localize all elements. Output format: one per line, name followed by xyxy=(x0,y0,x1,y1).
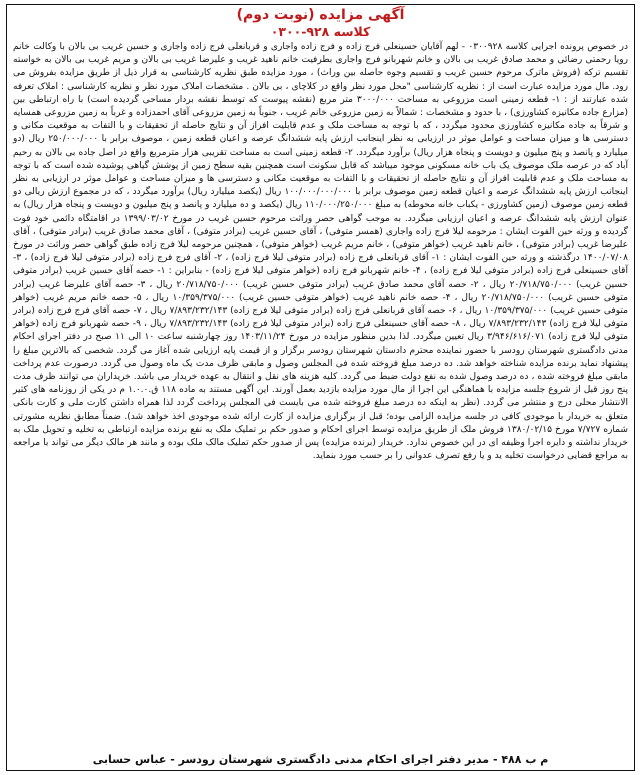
notice-body-text: در خصوص پرونده اجرایی کلاسه ۰۳۰۰۹۲۸ - لهم آقایان حسینعلی فرج زاده و فرج زاده واجاری و قربانعلی فرج زاده واجاری و حسین غریب بی بالان با وکالت خانم رویا رحمتی رضائی و محمد صادق غریب بی بالان و خانم شهربانو فرج واجاری بطرفیت خانم ناهید غریب و علیرضا غریب بی بالان و مریم غریب بی بالان به خواسته تقسیم ترکه (فروش ماترک مرحوم حسین غریب و تقسیم وجوه حاصله بین وراث) ، مورد مزایده طبق نظریه کارشناسی به قرار ذیل از طریق مزایده بفروش می رود. مال مورد مزایده عبارت است از : نظریه کارشناسی "محل مورد نظر واقع در کلاچای ، بی بالان . مشخصات املاک مورد نظر و نظریه کارشناسی : املاک تعرفه شده عبارتند از : ۱- قطعه زمینی است مزروعی به مساحت ۳۰۰۰/۰۰۰ متر مربع (نقشه پیوست که توسط نقشه بردار مساحی گردیده است) با راه ارتباطی بین (مزارع جاده مکانیزه کشاورزی) ، با حدود و مشخصات : شمالاً به زمین مزروعی خانم غریب ، جنوباً به زمین مزروعی آقای احمدزاده و غرباً به زمین مزروعی همسایه و شرقاً به جاده مکانیزه کشاورزی محدود میگردد ، که با توجه به مساحت ملک و عدم قابلیت افراز آن و نتایج حاصله از تحقیقات و با التفات به موقعیت مکانی و دسترسی ها و میزان مساحت و عوامل موثر در ارزیابی به نظر اینجانب ارزش پایه ششدانگ عرصه و اعیان قطعه زمین ، موصوف برابر با ۲۵۰/۰۰۰/۰۰۰ ریال (دو میلیارد و پانصد و پنج میلیون و دویست و پنجاه هزار ریال) برآورد میگردد. ۲- قطعه زمینی است به مساحت تقریبی هزار مترمربع واقع در اصل جاده بی بالان به رحیم آباد که در عرصه ملک موصوف یک باب خانه مسکونی موجود میباشد که قابل سکونت است همچنین بقیه سطح زمین از پوشش گیاهی پوشیده شده است که با توجه به مساحت ملک و عدم قابلیت افراز آن و نتایج حاصله از تحقیقات و با التفات به موقعیت مکانی و دسترسی ها و میزان مساحت و عوامل موثر در ارزیابی به نظر اینجانب ارزش پایه ششدانگ عرصه و اعیان قطعه زمین موصوف برابر با ۱۰۰/۰۰۰/۰۰۰/۰۰۰ ریال (یکصد میلیارد ریال) برآورد میگردد ، که در مجموع ارزش ریالی دو قطعه زمین موصوف (زمین کشاورزی - یکباب خانه محوطه) به مبلغ ۱۱۰/۰۰۰/۲۵۰/۰۰۰ ریال (یکصد و ده میلیارد و پانصد و پنج میلیون و دویست و پنجاه هزار ریال) به عنوان ارزش پایه ششدانگ عرصه و اعیان ارزیابی میگردد. به موجب گواهی حصر وراثت مرحوم حسین غریب در مورخ ۱۳۹۹/۰۳/۰۲ در اقامتگاه دائمی خود فوت گردیده و ورثه حین الفوت ایشان : مرحومه لیلا فرج زاده واجاری (همسر متوفی) ، آقای حسین غریب (برادر متوفی) ، آقای محمد صادق غریب (برادر متوفی) ، آقای علیرضا غریب (برادر متوفی) ، خانم ناهید غریب (خواهر متوفی) ، خانم مریم غریب (خواهر متوفی) ، همچنین مرحومه لیلا فرج زاده طبق گواهی حصر وراثت در مورخ ۱۴۰۰/۰۷/۰۸ درگذشته و ورثه حین الفوت ایشان : ۱- آقای قربانعلی فرج زاده (برادر متوفی لیلا فرج زاده) ، ۲- آقای فرج فرج زاده (برادر متوفی لیلا فرج زاده) ، ۳- آقای حسینعلی فرج زاده (برادر متوفی لیلا فرج زاده) ، ۴- خانم شهربانو فرج زاده (خواهر متوفی لیلا فرج زاده) - بنابراین : ۱- حصه آقای حسین غریب (برادر متوفی حسین غریب) ۲۰/۷۱۸/۷۵۰/۰۰۰ ریال ، ۲- حصه آقای محمد صادق غریب (برادر متوفی حسین غریب) ۲۰/۷۱۸/۷۵۰/۰۰۰ ریال ، ۳- حصه آقای علیرضا غریب (برادر متوفی حسین غریب) ۲۰/۷۱۸/۷۵۰/۰۰۰ ریال ، ۴- حصه خانم ناهید غریب (خواهر متوفی حسین غریب) ۱۰/۳۵۹/۳۷۵/۰۰۰ ریال ، ۵- حصه خانم مریم غریب (خواهر متوفی حسین غریب) ۱۰/۳۵۹/۳۷۵/۰۰۰ ریال ، ۶- حصه آقای قربانعلی فرج زاده (برادر متوفی لیلا فرج زاده) ۷/۸۹۳/۲۳۲/۱۴۳ ریال ، ۷- حصه آقای فرج فرج زاده (برادر متوفی لیلا فرج زاده) ۷/۸۹۳/۲۳۲/۱۴۳ ریال ، ۸- حصه آقای حسینعلی فرج زاده (برادر متوفی لیلا فرج زاده) ۷/۸۹۳/۲۳۲/۱۴۳ ریال ، ۹- حصه شهربانو فرج زاده (خواهر متوفی لیلا فرج زاده) ۳/۹۴۶/۶۱۶/۰۷۱ ریال تعیین میگردد. لذا بدین منظور مزایده در مورخ ۱۴۰۳/۱۱/۲۴ روز چهارشنبه ساعت ۱۰ الی ۱۱ صبح در دفتر اجرای احکام مدنی دادگستری شهرستان رودسر با حضور نماینده محترم دادستان شهرستان رودسر برگزار و از قیمت پایه ارزیابی شده آغاز می گردد. شخصی که بالاترین مبلغ را پیشنهاد نماید برنده مزایده شناخته خواهد شد. ده درصد مبلغ فروخته شده فی المجلس وصول و مابقی ظرف مدت یک ماه وصول می گردد. درصورت عدم پرداخت مابقی مبلغ فروخته شده ، ده درصد وصول شده به نفع دولت ضبط می گردد. کلیه هزینه های نقل و انتقال به عهده خریدار می باشد. خریداران می توانند ظرف مدت پنج روز قبل از شروع جلسه مزایده با هماهنگی این اجرا از مال مورد مزایده بازدید بعمل آورند. این آگهی مستند به ماده ۱۱۸ ق.۱.۰.۰ م در یکی از روزنامه های کثیر الانتشار محلی درج و منتشر می گردد. (نظر به اینکه ده درصد مبلغ فروخته شده می بایست فی المجلس پرداخت گردد لذا همراه داشتن کارت ملی و کارت بانکی متعلق به خریدار با موجودی کافی در جلسه مزایده الزامی بوده؛ قبل از برگزاری مزایده از کارت ارائه شده موجودی اخذ خواهد شد). ضمناً مطابق نظریه مشورتی شماره ۷/۷۲۷ مورخ ۱۳۸۰/۰۲/۱۵ فروش ملک از طریق مزایده توسط اجرای احکام و صدور حکم بر تملیک ملک به نفع برنده مزایده ارتباطی به تخلیه و تحویل ملک به خریدار نداشته و دایره اجرا وظیفه ای در این خصوص ندارد. خریدار (برنده مزایده) پس از صدور حکم تملیک مالک ملک بوده و مانند هر مالک دیگر می تواند با مراجعه به مراجع قضایی درخواست تخلیه ید و یا رفع تصرف عدوانی را بر حسب مورد بنماید. xyxy=(13,42,629,462)
signature-line: م ب ۴۸۸ - مدیر دفتر اجرای احکام مدنی دادگستری شهرستان رودسر - عباس حسابی xyxy=(92,753,549,766)
notice-title: آگهی مزایده (نوبت دوم) xyxy=(236,7,405,23)
case-number: کلاسه ۹۲۸-۰۳۰۰ xyxy=(270,24,371,39)
auction-notice-card xyxy=(6,4,635,771)
